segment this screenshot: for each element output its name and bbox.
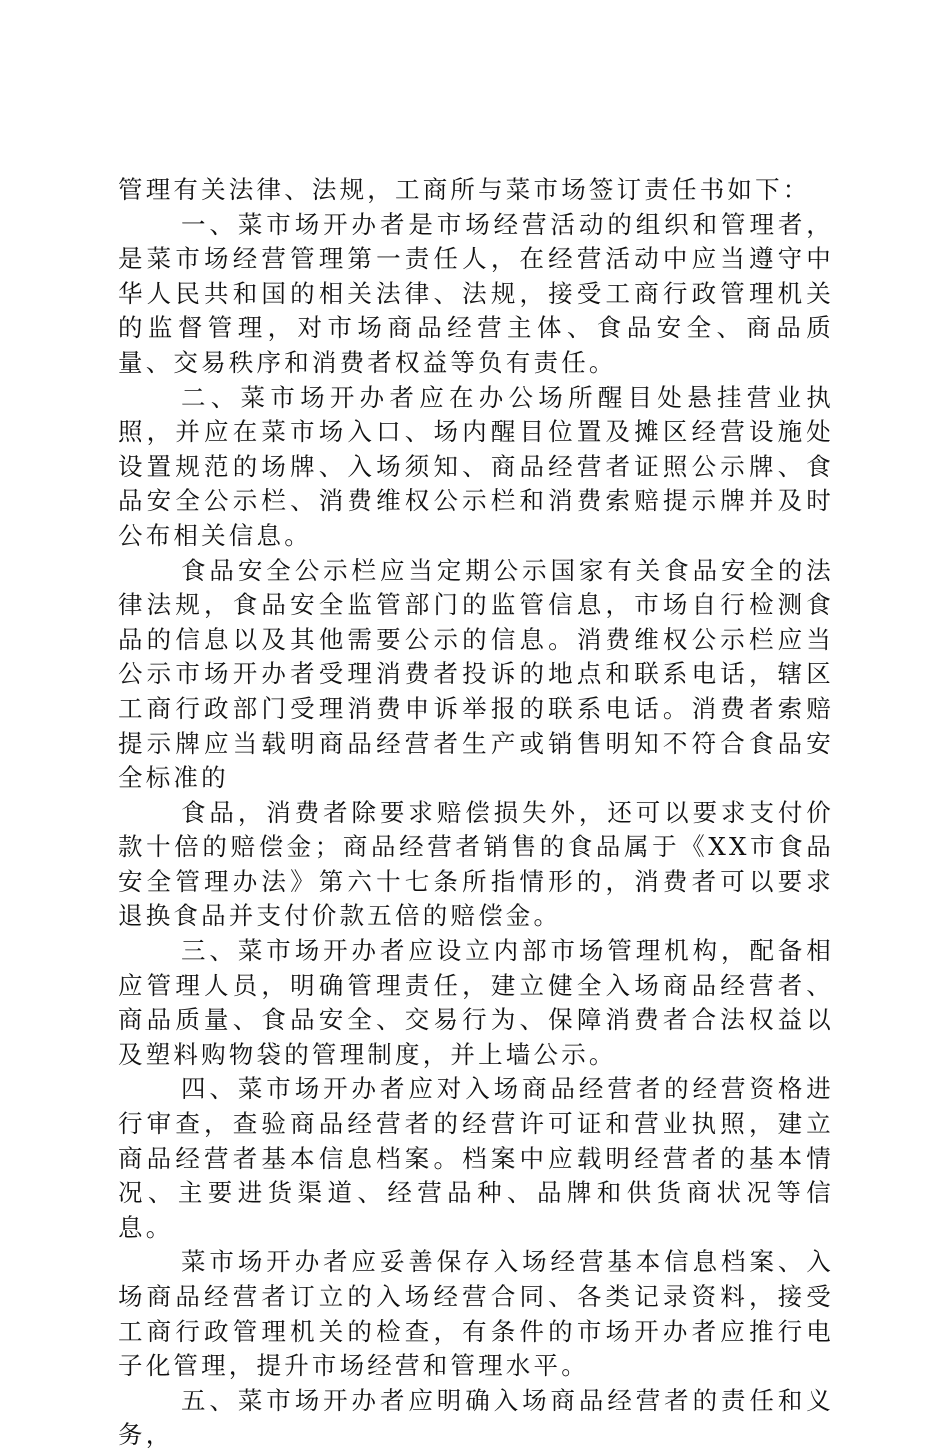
paragraph-clause-1: 一、菜市场开办者是市场经营活动的组织和管理者，是菜市场经营管理第一责任人，在经营活动中应当遵守中华人民共和国的相关法律、法规，接受工商行政管理机关的监督管理，对市场商品经营主体、食品安全、商品质量、交易秩序和消费者权益等负有责任。 xyxy=(118,209,834,377)
paragraph-intro: 管理有关法律、法规，工商所与菜市场签订责任书如下： xyxy=(118,175,811,204)
paragraph-food-safety-board: 食品安全公示栏应当定期公示国家有关食品安全的法律法规，食品安全监管部门的监管信息，市场自行检测食品的信息以及其他需要公示的信息。消费维权公示栏应当公示市场开办者受理消费者投诉的地点和联系电话，辖区工商行政部门受理消费申诉举报的联系电话。消费者索赔提示牌应当载明商品经营者生产或销售明知不符合食品安全标准的 xyxy=(118,555,834,793)
paragraph-records: 菜市场开办者应妥善保存入场经营基本信息档案、入场商品经营者订立的入场经营合同、各类记录资料，接受工商行政管理机关的检查，有条件的市场开办者应推行电子化管理，提升市场经营和管理水平。 xyxy=(118,1247,834,1381)
paragraph-clause-4: 四、菜市场开办者应对入场商品经营者的经营资格进行审查，查验商品经营者的经营许可证和营业执照，建立商品经营者基本信息档案。档案中应载明经营者的基本情况、主要进货渠道、经营品种、品牌和供货商状况等信息。 xyxy=(118,1074,834,1242)
paragraph-clause-3: 三、菜市场开办者应设立内部市场管理机构，配备相应管理人员，明确管理责任，建立健全入场商品经营者、商品质量、食品安全、交易行为、保障消费者合法权益以及塑料购物袋的管理制度，并上墙公示。 xyxy=(118,936,834,1069)
paragraph-compensation: 食品，消费者除要求赔偿损失外，还可以要求支付价款十倍的赔偿金；商品经营者销售的食品属于《XX市食品安全管理办法》第六十七条所指情形的，消费者可以要求退换食品并支付价款五倍的赔偿金。 xyxy=(118,797,834,931)
paragraph-clause-5: 五、菜市场开办者应明确入场商品经营者的责任和义务， xyxy=(118,1385,834,1450)
paragraph-clause-2: 二、菜市场开办者应在办公场所醒目处悬挂营业执照，并应在菜市场入口、场内醒目位置及摊区经营设施处设置规范的场牌、入场须知、商品经营者证照公示牌、食品安全公示栏、消费维权公示栏和消费索赔提示牌并及时公布相关信息。 xyxy=(118,382,834,550)
document-page xyxy=(118,173,834,1453)
